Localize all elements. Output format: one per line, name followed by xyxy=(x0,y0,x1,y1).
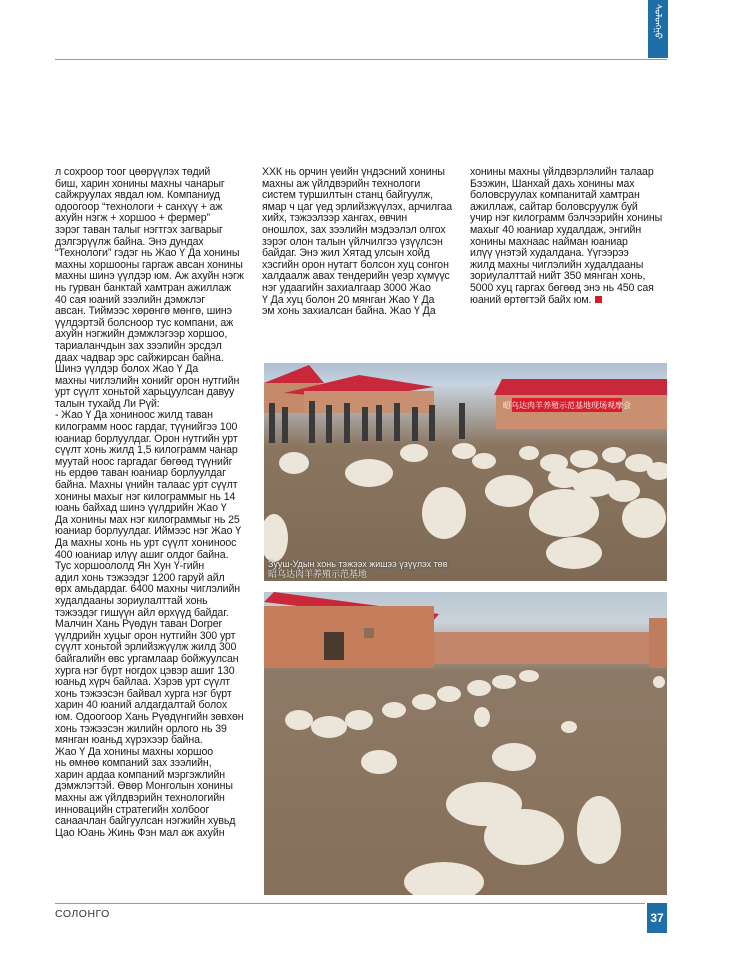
article-line: хонины махны үйлдвэрлэлийн талаар xyxy=(470,166,654,178)
article-line: эм хонь захиалсан байна. Жао Ү Да xyxy=(262,305,436,318)
article-line: байна. Махны үнийн талаас урт сүүлт xyxy=(55,479,238,492)
article-line: боловсруулах компанитай хамтран xyxy=(470,189,640,202)
article-line: даах чадвар эрс сайжирсан байна. xyxy=(55,351,224,364)
text-column-1 xyxy=(55,167,255,839)
article-line: авсан. Тиймээс хөрөнгө мөнгө, шинэ xyxy=(55,305,232,318)
article-line: дэмжлэгтэй. Өвөр Монголын хонины xyxy=(55,780,233,793)
article-line: тариаланчдын зах зээлийн эрсдэл xyxy=(55,339,222,352)
article-line: систем туршилтын станц байгуулж, xyxy=(262,189,433,202)
article-line: ямар ч цаг үед эрлийзжүүлэх, арчилгаа xyxy=(262,200,453,213)
article-line: адил хонь тэжээдэг 1200 гаруй айл xyxy=(55,571,225,584)
header-rule xyxy=(55,59,667,60)
article-line: урт сүүлт хоньтой харьцуулсан давуу xyxy=(55,386,235,399)
article-line: махны чиглэлийн хонийг орон нутгийн xyxy=(55,374,240,387)
article-line: хэсгийн орон нутагт болсон хуц сонгон xyxy=(262,258,449,271)
article-line: тэжээдэг гишүүн айл өрхүүд байдаг. xyxy=(55,606,229,619)
article-line: юаниар борлуулдаг. Орон нутгийн урт xyxy=(55,432,238,445)
sheep-photo-2 xyxy=(264,592,667,895)
article-line: хонины махыг нэг килограммыг нь 14 xyxy=(55,490,236,503)
article-line: илүү үнэтэй худалдана. Үүгээрээ xyxy=(470,247,629,260)
article-line: сүүлт хоньтой эрлийзжүүлж жилд 300 xyxy=(55,641,237,654)
article-line: махны шинэ үүлдэр юм. Аж ахуйн нэгж xyxy=(55,270,244,283)
article-line: юань байхад шинэ үүлдрийн Жао Ү xyxy=(55,502,227,515)
photo-1-caption xyxy=(268,559,447,579)
article-line: нь өмнөө компаний зах зээлийн, xyxy=(55,757,212,770)
article-line: сайжруулах явдал юм. Компаниуд xyxy=(55,189,220,202)
footer-rule xyxy=(55,903,645,904)
article-line: харин ардаа компаний мэргэжлийн xyxy=(55,768,226,781)
article-line: нь гурван банктай хамтран ажиллаж xyxy=(55,281,231,294)
article-line: хонь тэжээсэн байвал хурга нэг бүрт xyxy=(55,687,232,700)
article-line: хонины махнаас найман юаниар xyxy=(470,235,628,248)
article-line: ахуйн нэгж + хоршоо + фермер” xyxy=(55,212,210,225)
article-line: хийх, тэжээлээр хангах, өвчин xyxy=(262,212,408,225)
article-line: юаний өртөгтэй байх юм. xyxy=(470,295,670,307)
article-line: байгалийн өвс ургамлаар бойжуулсан xyxy=(55,652,239,665)
article-line: юаниар борлуулдаг. Иймээс нэг Жао Ү xyxy=(55,525,242,538)
article-line: л сохроор тоог цөөрүүлэх төдий xyxy=(55,166,211,178)
article-line: мянган юаньд хүрэхээр байна. xyxy=(55,734,203,747)
text-column-2 xyxy=(262,167,462,318)
article-line: өрх амьдардаг. 6400 махны чиглэлийн xyxy=(55,583,241,596)
article-line: харин 40 юаний алдагдалтай болох xyxy=(55,699,228,712)
sheep-photo-1-illustration xyxy=(264,363,667,581)
article-line: махны аж үйлдвэрийн технологийн xyxy=(55,792,225,805)
article-line: ахуйн нэгжийн дэмжлэгээр хоршоо, xyxy=(55,328,228,341)
page-number: 37 xyxy=(647,903,667,933)
article-line: талын тухайд Ли Рүй: xyxy=(55,397,160,410)
article-line: Бээжин, Шанхай дахь хонины мах xyxy=(470,177,635,190)
article-line: Цао Юань Жинь Фэн мал аж ахуйн xyxy=(55,826,225,839)
side-tab-text: ᠰᠣᠯᠣᠩᠭᠣ xyxy=(653,4,663,39)
article-line: хурга нэг бүрт ногдох цэвэр ашиг 130 xyxy=(55,664,235,677)
article-line: үүлдрийн хуцыг орон нутгийн 300 урт xyxy=(55,629,236,642)
article-line: сүүлт хонь жилд 1,5 килограмм чанар xyxy=(55,444,238,457)
article-line: килограмм ноос гардаг, түүнийгээ 100 xyxy=(55,421,238,434)
article-line: зэрэг олон талын үйлчилгээ үзүүлсэн xyxy=(262,235,443,248)
article-line: Ү Да хуц болон 20 мянган Жао Ү Да xyxy=(262,293,435,306)
article-line: биш, харин хонины махны чанарыг xyxy=(55,177,225,190)
article-line: 5000 хуц гаргах бөгөөд энэ нь 450 сая xyxy=(470,281,654,294)
article-line: одоогоор “технологи + санхүү + аж xyxy=(55,200,223,213)
article-line: учир нэг килограмм бэлчээрийн хонины xyxy=(470,212,663,225)
article-line: махыг 40 юаниар худалдаж, энгийн xyxy=(470,223,642,236)
article-line: байдаг. Энэ жил Хятад улсын хойд xyxy=(262,247,430,260)
end-of-article-mark xyxy=(595,296,602,303)
article-line: Да хонины мах нэг килограммыг нь 25 xyxy=(55,513,240,526)
article-line: ажиллаж, сайтар боловсруулж буй xyxy=(470,200,638,213)
article-line: “Технологи” гэдэг нь Жао Ү Да хонины xyxy=(55,247,240,260)
article-line: худалдааны зориулалттай хонь xyxy=(55,594,208,607)
article-line: Шинэ үүлдэр болох Жао Ү Да xyxy=(55,363,199,376)
article-line: ХХК нь орчин үеийн үндэсний хонины xyxy=(262,166,445,178)
article-line: зэрэг таван талыг нэгтгэх загварыг xyxy=(55,223,223,236)
text-column-3 xyxy=(470,167,670,306)
article-line: - Жао Ү Да хониноос жилд таван xyxy=(55,409,213,422)
article-line: Жао Ү Да хонины махны хоршоо xyxy=(55,745,214,758)
article-line: нь ердөө таван юаниар борлуулдаг xyxy=(55,467,226,480)
side-tab xyxy=(648,0,668,58)
article-line: жилд махны чиглэлийн худалдааны xyxy=(470,258,644,271)
site-banner: 昭乌达肉羊养殖示范基地现场观摩会 xyxy=(503,401,631,410)
article-line: инновацийн стратегийн холбоог xyxy=(55,803,210,816)
article-line: оношлох, зах зээлийн мэдээлэл олгох xyxy=(262,223,446,236)
article-line: зориулалттай нийт 350 мянган хонь, xyxy=(470,270,646,283)
article-line: санаачлан байгуулсан нэгжийн хувьд xyxy=(55,815,236,828)
sheep-photo-2-illustration xyxy=(264,592,667,895)
article-line: Да махны хонь нь урт сүүлт хониноос xyxy=(55,537,237,549)
article-line: муутай ноос гаргадаг бөгөөд түүнийг xyxy=(55,455,233,468)
photo-1-caption-zh: 昭乌达肉羊养殖示范基地 xyxy=(268,569,368,579)
article-line: махны хоршооны гаргаж авсан хонины xyxy=(55,258,243,271)
article-line: Тус хоршоололд Ян Хун Ү-гийн xyxy=(55,560,205,573)
article-line: юаньд хүрч байлаа. Хэрэв урт сүүлт xyxy=(55,676,231,689)
photo-1-caption-mn: Зууш-Удын хонь тэжээх жишээ үзүүлэх төв xyxy=(268,559,448,569)
article-line: юм. Одоогоор Хань Рүөдүнгийн зөвхөн xyxy=(55,710,244,723)
article-line: халдаалж авах тендерийн үеэр хүмүүс xyxy=(262,270,450,283)
article-line: нэг удаагийн захиалгаар 3000 Жао xyxy=(262,281,431,294)
article-line: махны аж үйлдвэрийн технологи xyxy=(262,177,421,190)
article-line: 400 юаниар илүү ашиг олдог байна. xyxy=(55,548,229,561)
article-line: дэлгэрүүлж байна. Энэ дундах xyxy=(55,235,204,248)
magazine-title: СОЛОНГО xyxy=(55,908,110,920)
article-line: үүлдэртэй болсноор тус компани, аж xyxy=(55,316,234,329)
article-line: хонь тэжээсэн жилийн орлого нь 39 xyxy=(55,722,227,735)
sheep-photo-1 xyxy=(264,363,667,581)
article-line: 40 сая юаний зээлийн дэмжлэг xyxy=(55,293,206,306)
article-line: Малчин Хань Рүөдүн таван Dorper xyxy=(55,618,222,631)
